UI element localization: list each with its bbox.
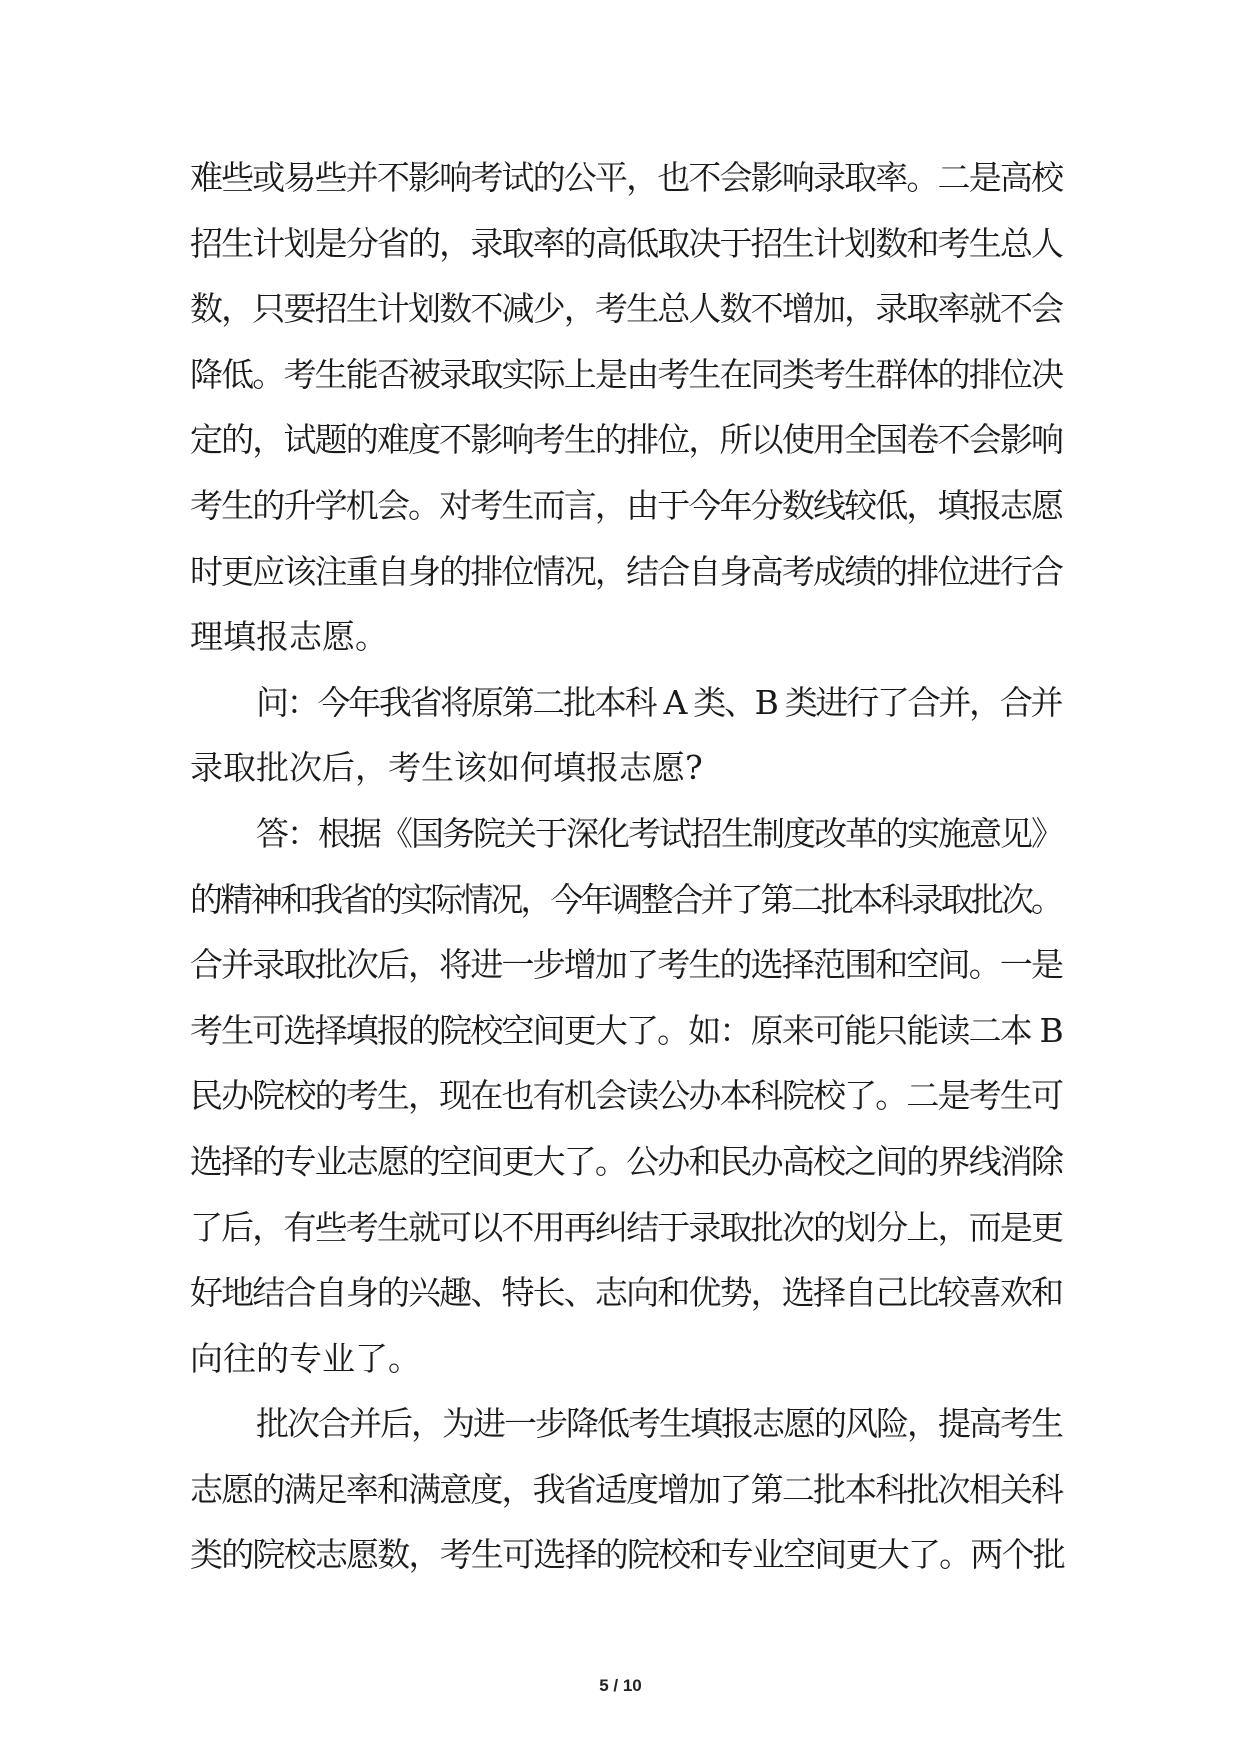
text-line: 批次合并后，为进一步降低考生填报志愿的风险，提高考生	[256, 1404, 1062, 1444]
text-line: 选择的专业志愿的空间更大了。公办和民办高校之间的界线消除	[190, 1141, 1063, 1181]
text-line: 问：今年我省将原第二批本科 A 类、B 类进行了合并，合并	[256, 682, 1062, 722]
text-line: 招生计划是分省的，录取率的高低取决于招生计划数和考生总人	[190, 223, 1063, 263]
text-line: 好地结合自身的兴趣、特长、志向和优势，选择自己比较喜欢和	[190, 1273, 1063, 1313]
text-line: 考生的升学机会。对考生而言，由于今年分数线较低，填报志愿	[190, 485, 1063, 525]
text-line: 时更应该注重自身的排位情况，结合自身高考成绩的排位进行合	[190, 551, 1063, 591]
text-line: 降低。考生能否被录取实际上是由考生在同类考生群体的排位决	[190, 354, 1063, 394]
text-line: 定的，试题的难度不影响考生的排位，所以使用全国卷不会影响	[190, 420, 1063, 460]
text-line: 录取批次后，考生该如何填报志愿?	[190, 748, 703, 788]
text-line: 理填报志愿。	[190, 617, 388, 657]
text-line: 了后，有些考生就可以不用再纠结于录取批次的划分上，而是更	[190, 1207, 1063, 1247]
text-line: 类的院校志愿数，考生可选择的院校和专业空间更大了。两个批	[190, 1535, 1065, 1575]
text-line: 合并录取批次后，将进一步增加了考生的选择范围和空间。一是	[190, 945, 1063, 985]
text-line: 的精神和我省的实际情况，今年调整合并了第二批本科录取批次。	[190, 879, 1062, 919]
text-line: 数，只要招生计划数不减少，考生总人数不增加，录取率就不会	[190, 289, 1063, 329]
paragraph	[190, 159, 1064, 684]
document-body	[190, 159, 1064, 1602]
paragraph	[190, 1405, 1064, 1602]
text-line: 考生可选择填报的院校空间更大了。如：原来可能只能读二本 B	[190, 1010, 1062, 1050]
text-line: 向往的专业了。	[190, 1338, 421, 1378]
text-line: 民办院校的考生，现在也有机会读公办本科院校了。二是考生可	[190, 1076, 1063, 1116]
paragraph	[190, 684, 1064, 815]
text-line: 答：根据《国务院关于深化考试招生制度改革的实施意见》	[256, 813, 1062, 853]
text-line: 志愿的满足率和满意度，我省适度增加了第二批本科批次相关科	[190, 1469, 1063, 1509]
page-number: 5 / 10	[599, 1676, 642, 1695]
paragraph	[190, 815, 1064, 1405]
text-line: 难些或易些并不影响考试的公平，也不会影响录取率。二是高校	[190, 158, 1063, 197]
